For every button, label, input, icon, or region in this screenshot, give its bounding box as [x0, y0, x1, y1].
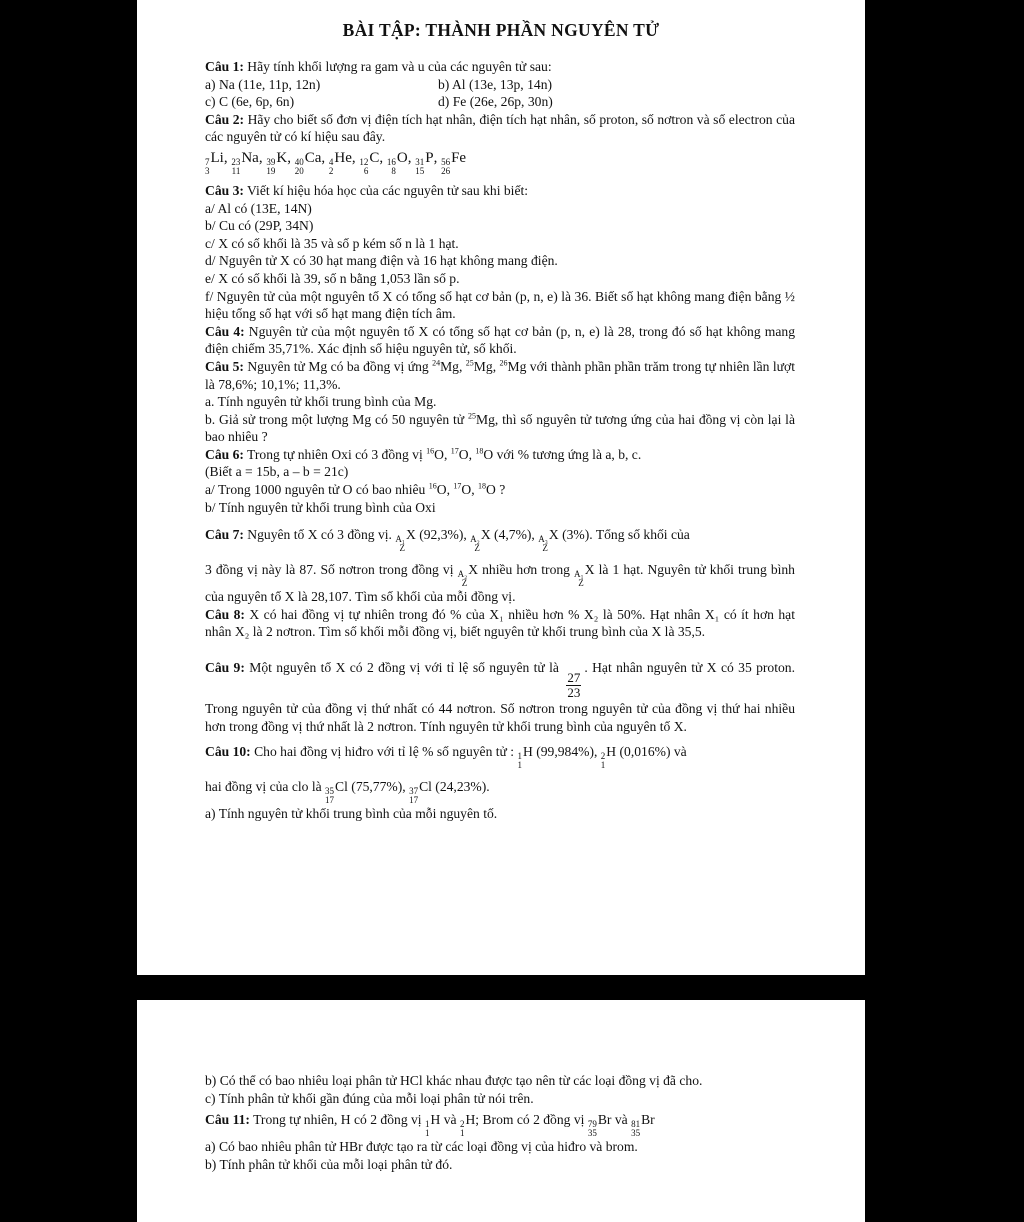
- isotope-symbol: 31 15 P: [415, 149, 434, 176]
- isotope-symbol: 12 6 C: [359, 149, 380, 176]
- question-3-a: a/ Al có (13E, 14N): [205, 200, 312, 216]
- question-6-a: a/ Trong 1000 nguyên tử O có bao nhiêu $^{16}$O, $^{17}$O, $^{18}$O ?: [205, 481, 506, 498]
- question-10-b: b) Có thể có bao nhiêu loại phân tử HCl khác nhau được tạo nên từ các loại đồng vị đã cho.: [205, 1073, 703, 1088]
- question-11: Câu 11: Trong tự nhiên, H có 2 đồng vị 1 1 H và 2 1 H; Brom có 2 đồng vị 79 35 Br và 81 35 Br: [205, 1112, 655, 1139]
- question-11-b: b) Tính phân tử khối của mỗi loại phân tử đó.: [205, 1156, 453, 1172]
- question-10-a: a) Tính nguyên tử khối trung bình của mỗi nguyên tố.: [205, 806, 498, 822]
- isotope-symbol: 39 19 K: [266, 149, 288, 176]
- question-1: Câu 1: Hãy tính khối lượng ra gam và u của các nguyên tử sau:: [205, 59, 552, 74]
- question-11-a: a) Có bao nhiêu phân tử HBr được tạo ra từ các loại đồng vị của hiđro và brom.: [205, 1139, 638, 1155]
- question-3-b: b/ Cu có (29P, 34N): [205, 218, 314, 234]
- isotope-symbol: 40 20 Ca: [294, 149, 322, 176]
- isotope-a1-x: A₁ Z X: [395, 527, 416, 554]
- question-3-f: f/ Nguyên tử của một nguyên tố X có tổng số hạt cơ bản (p, n, e) là 36. Biết số hạt không mang điện bằng ½ hiệu tổng số hạt với số hạt mang điện tích âm.: [205, 288, 795, 322]
- page-1-content: [205, 58, 795, 823]
- question-3: Câu 3: Viết kí hiệu hóa học của các nguyên tử sau khi biết:: [205, 182, 529, 198]
- ratio-fraction: $\frac{27}{23}$: [567, 670, 581, 701]
- page-2-content: [205, 1072, 795, 1173]
- question-6: Câu 6: Trong tự nhiên Oxi có 3 đồng vị $^{16}$O, $^{17}$O, $^{18}$O với % tương ứng là a, b, c.: [205, 446, 642, 462]
- question-10-cont: hai đồng vị của clo là 35 17 Cl (75,77%), 37 17 Cl (24,23%).: [205, 779, 490, 806]
- page-title: BÀI TẬP: THÀNH PHẦN NGUYÊN TỬ: [342, 20, 660, 40]
- document-page-2: [137, 1000, 865, 1222]
- isotope-symbol: 56 26 Fe: [441, 149, 467, 176]
- question-3-c: c/ X có số khối là 35 và số p kém số n là 1 hạt.: [205, 235, 459, 251]
- isotope-symbol: 7 3 Li: [205, 149, 224, 176]
- question-3-d: d/ Nguyên tử X có 30 hạt mang điện và 16 hạt không mang điện.: [205, 253, 558, 269]
- question-10-c: c) Tính phân tử khối gần đúng của mỗi loại phân tử nói trên.: [205, 1090, 534, 1106]
- question-2: Câu 2: Hãy cho biết số đơn vị điện tích hạt nhân, điện tích hạt nhân, số proton, số nơtron và số electron của các nguyên tử có kí hiệu sau đây.: [205, 111, 795, 145]
- question-7: Câu 7: Nguyên tố X có 3 đồng vị. A₁ Z X (92,3%), A₂ Z X (4,7%), A₃ Z X (3%). Tổng số khối của: [205, 527, 690, 554]
- isotope-symbol: 16 8 O: [386, 149, 408, 176]
- question-3-e: e/ X có số khối là 39, số n bằng 1,053 lần số p.: [205, 270, 460, 286]
- question-6-hint: (Biết a = 15b, a – b = 21c): [205, 464, 349, 480]
- isotope-symbol: 4 2 He: [328, 149, 352, 176]
- question-5-a: a. Tính nguyên tử khối trung bình của Mg.: [205, 394, 437, 410]
- isotope-symbol: 23 11 Na: [231, 149, 259, 176]
- question-5: Câu 5: Nguyên tử Mg có ba đồng vị ứng $^{24}$Mg, $^{25}$Mg, $^{26}$Mg với thành phần phần trăm trong tự nhiên lần lượt là 78,6%; 10,1%; 11,3%.: [205, 358, 795, 392]
- isotope-a2-x: A₂ Z X: [470, 527, 491, 554]
- document-page-1: [137, 0, 865, 975]
- question-4: Câu 4: Nguyên tử của một nguyên tố X có tổng số hạt cơ bản (p, n, e) là 28, trong đó số hạt không mang điện chiếm 35,71%. Xác định số hiệu nguyên tử, số khối.: [205, 323, 795, 357]
- question-1-row-1: a) Na (11e, 11p, 12n) b) Al (13e, 13p, 14n): [205, 76, 553, 92]
- question-9: Câu 9: Một nguyên tố X có 2 đồng vị với tỉ lệ số nguyên tử là $\frac{27}{23}$ . Hạt nhân nguyên tử X có 35 proton. Trong nguyên tử của đồng vị thứ nhất có 44 nơtron. Số nơtron trong nguyên tử của đồng vị thứ hai nhiều hơn trong đồng vị thứ nhất là 2 nơtron. Tính nguyên tử khối trung bình của nguyên tố X.: [205, 660, 795, 734]
- question-1-row-2: c) C (6e, 6p, 6n) d) Fe (26e, 26p, 30n): [205, 94, 553, 110]
- question-8: Câu 8: X có hai đồng vị tự nhiên trong đó % của X₁ nhiều hơn % X₂ là 50%. Hạt nhân X₁ có ít hơn hạt nhân X₂ là 2 nơtron. Tìm số khối mỗi đồng vị, biết nguyên tử khối trung bình của X là 35,5.: [205, 606, 795, 640]
- question-10: Câu 10: Cho hai đồng vị hiđro với tỉ lệ % số nguyên tử : 1 1 H (99,984%), 2 1 H (0,016%) và: [205, 744, 687, 771]
- isotope-list: 7 3 Li, 23 11 Na, 39 19 K, 40 20 Ca, 4 2 He, 12 6 C, 16 8 O, 31 15 P, 56 26 Fe: [205, 149, 467, 176]
- question-6-b: b/ Tính nguyên tử khối trung bình của Oxi: [205, 499, 436, 515]
- question-7-cont: 3 đồng vị này là 87. Số nơtron trong đồng vị A₂ Z X nhiều hơn trong A₁ Z X là 1 hạt. Nguyên tử khối trung bình của nguyên tố X là 28,107. Tìm số khối của mỗi đồng vị.: [205, 562, 795, 605]
- question-5-b: b. Giả sử trong một lượng Mg có 50 nguyên tử $^{25}$Mg, thì số nguyên tử tương ứng của hai đồng vị còn lại là bao nhiêu ?: [205, 411, 795, 445]
- isotope-a3-x: A₃ Z X: [538, 527, 559, 554]
